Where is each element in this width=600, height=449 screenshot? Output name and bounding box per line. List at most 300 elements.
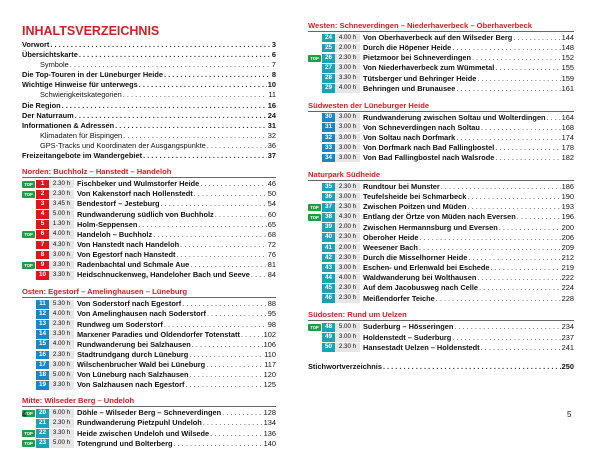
toc-entry-title: Schwierigkeitskategorien bbox=[40, 90, 122, 100]
top-badge bbox=[308, 114, 321, 121]
tour-entry[interactable] bbox=[308, 343, 574, 353]
top-badge bbox=[308, 275, 321, 282]
tour-entry[interactable] bbox=[22, 260, 276, 270]
tour-number: 44 bbox=[322, 274, 335, 283]
tour-entry[interactable] bbox=[308, 192, 574, 202]
tour-entry[interactable] bbox=[308, 333, 574, 343]
toc-entry-page: 6 bbox=[271, 50, 276, 60]
tour-number: 40 bbox=[322, 233, 335, 242]
tour-entry[interactable] bbox=[308, 273, 574, 283]
tour-title: Von Hanstedt nach Handeloh bbox=[77, 239, 180, 249]
top-badge bbox=[308, 75, 321, 82]
tour-entry[interactable] bbox=[22, 230, 276, 240]
toc-entry[interactable] bbox=[22, 50, 276, 60]
tour-title: Zwischen Poitzen und Müden bbox=[363, 202, 467, 212]
tour-page: 193 bbox=[561, 202, 574, 212]
tour-page: 155 bbox=[561, 63, 574, 73]
tour-entry[interactable] bbox=[308, 202, 574, 212]
page-number-left: 4 bbox=[22, 410, 27, 419]
leader-dots bbox=[477, 74, 560, 84]
leader-dots bbox=[477, 273, 560, 283]
tour-page: 125 bbox=[263, 380, 276, 390]
tour-number: 24 bbox=[322, 34, 335, 43]
tour-page: 120 bbox=[263, 370, 276, 380]
toc-entry-title: Vorwort bbox=[22, 40, 50, 49]
tour-number: 2 bbox=[36, 190, 49, 199]
tour-entry[interactable] bbox=[22, 189, 276, 199]
toc-entry[interactable] bbox=[22, 111, 276, 121]
leader-dots bbox=[452, 333, 560, 343]
tour-title: Von Dorfmark nach Bad Fallingbostel bbox=[363, 143, 495, 153]
leader-dots bbox=[123, 131, 267, 141]
tour-duration: 2.30 h bbox=[335, 284, 360, 293]
leader-dots bbox=[495, 63, 560, 73]
tour-title: Rundwanderung südlich von Buchholz bbox=[77, 209, 214, 219]
tour-duration: 4.30 h bbox=[49, 241, 74, 250]
toc-entry[interactable] bbox=[22, 151, 276, 161]
tour-duration: 2.30 h bbox=[49, 351, 74, 360]
toc-entry-title: Symbole bbox=[40, 60, 69, 70]
leader-dots bbox=[161, 199, 267, 209]
leader-dots bbox=[452, 43, 560, 53]
tour-title: Rundwanderung Pietzpuhl Undeloh bbox=[77, 418, 202, 428]
toc-entry-page: 32 bbox=[267, 130, 276, 140]
toc-entry-page: 10 bbox=[267, 80, 276, 90]
tour-duration: 3.00 h bbox=[335, 264, 360, 273]
tour-number: 31 bbox=[322, 123, 335, 132]
tour-page: 140 bbox=[263, 438, 276, 448]
tour-number: 34 bbox=[322, 154, 335, 163]
tour-title: Marxener Paradies und Oldendorfer Totenstatt bbox=[77, 329, 240, 339]
toc-entry-title: Der Naturraum bbox=[22, 110, 74, 120]
toc-entry-title: Die Region bbox=[22, 100, 61, 110]
tour-entry[interactable] bbox=[308, 322, 574, 332]
tour-entry[interactable] bbox=[308, 143, 574, 153]
leader-dots bbox=[456, 133, 560, 143]
top-badge bbox=[308, 85, 321, 92]
top-badge bbox=[308, 155, 321, 162]
tour-entry[interactable] bbox=[22, 380, 276, 390]
tour-duration: 2.00 h bbox=[335, 244, 360, 253]
top-badge bbox=[22, 372, 35, 379]
tour-duration: 2.00 h bbox=[335, 44, 360, 53]
region-section bbox=[308, 100, 574, 163]
region-section bbox=[308, 20, 574, 94]
tour-title: Von Schneverdingen nach Soltau bbox=[363, 122, 480, 132]
region-heading: Südwesten der Lüneburger Heide bbox=[308, 100, 574, 112]
leader-dots bbox=[215, 210, 267, 220]
tour-title: Behringen und Brunausee bbox=[363, 83, 456, 93]
tour-page: 95 bbox=[267, 309, 276, 319]
toc-entry[interactable] bbox=[22, 70, 276, 80]
page-title: INHALTSVERZEICHNIS bbox=[22, 24, 160, 38]
tour-entry[interactable] bbox=[308, 33, 574, 43]
tour-entry[interactable] bbox=[308, 253, 574, 263]
tour-page: 241 bbox=[561, 342, 574, 352]
tour-entry[interactable] bbox=[22, 299, 276, 309]
tour-entry[interactable] bbox=[308, 212, 574, 222]
leader-dots bbox=[467, 192, 560, 202]
tour-number: 6 bbox=[36, 230, 49, 239]
tour-number: 30 bbox=[322, 113, 335, 122]
tour-entry[interactable] bbox=[308, 113, 574, 123]
toc-entry[interactable] bbox=[22, 121, 276, 131]
tour-number: 45 bbox=[322, 284, 335, 293]
tour-number: 3 bbox=[36, 200, 49, 209]
tour-page: 186 bbox=[561, 182, 574, 192]
leader-dots bbox=[190, 370, 263, 380]
index-entry[interactable] bbox=[308, 362, 574, 372]
tour-entry[interactable] bbox=[22, 350, 276, 360]
toc-entry[interactable] bbox=[22, 80, 276, 90]
toc-entry[interactable] bbox=[22, 101, 276, 111]
tour-title: Totengrund und Bolterberg bbox=[77, 438, 173, 448]
tour-entry[interactable] bbox=[22, 418, 276, 428]
tour-page: 136 bbox=[263, 428, 276, 438]
tour-duration: 3.00 h bbox=[335, 333, 360, 342]
leader-dots bbox=[495, 143, 560, 153]
tour-number: 20 bbox=[36, 409, 49, 418]
top-badge bbox=[308, 144, 321, 151]
top-badge bbox=[308, 124, 321, 131]
toc-entry-page: 3 bbox=[271, 40, 276, 49]
toc-entry-page: 7 bbox=[271, 60, 276, 70]
tour-page: 102 bbox=[263, 329, 276, 339]
tour-duration: 2.30 h bbox=[335, 254, 360, 263]
tour-entry[interactable] bbox=[308, 53, 574, 63]
tour-duration: 2.30 h bbox=[335, 203, 360, 212]
tour-entry[interactable] bbox=[308, 243, 574, 253]
leader-dots bbox=[79, 50, 271, 60]
leader-dots bbox=[192, 340, 263, 350]
region-section bbox=[22, 286, 276, 390]
tour-entry[interactable] bbox=[308, 123, 574, 133]
tour-title: Meißendorfer Teiche bbox=[363, 293, 435, 303]
toc-entry[interactable] bbox=[22, 131, 276, 141]
leader-dots bbox=[547, 113, 561, 123]
tour-title: Von Oberhaverbeck auf den Wilseder Berg bbox=[363, 33, 513, 42]
tour-entry[interactable] bbox=[308, 233, 574, 243]
leader-dots bbox=[153, 230, 267, 240]
tour-entry[interactable] bbox=[22, 199, 276, 209]
tour-duration: 3.30 h bbox=[49, 271, 74, 280]
tour-page: 68 bbox=[267, 229, 276, 239]
leader-dots bbox=[241, 330, 263, 340]
top-badge: TOP bbox=[22, 262, 35, 269]
top-badge: TOP bbox=[22, 410, 35, 417]
leader-dots bbox=[207, 309, 267, 319]
tour-duration: 3.00 h bbox=[335, 193, 360, 202]
tour-entry[interactable] bbox=[308, 63, 574, 73]
tour-title: Pietzmoor bei Schneverdingen bbox=[363, 53, 472, 63]
tour-title: Oberoher Heide bbox=[363, 232, 419, 242]
leader-dots bbox=[491, 263, 561, 273]
region-heading: Naturpark Südheide bbox=[308, 169, 574, 181]
tour-title: Durch die Höpener Heide bbox=[363, 43, 452, 53]
tour-number: 19 bbox=[36, 381, 49, 390]
tour-page: 196 bbox=[561, 212, 574, 222]
tour-duration: 3.30 h bbox=[49, 429, 74, 438]
tour-entry[interactable] bbox=[308, 223, 574, 233]
tour-title: Bendestorf – Jesteburg bbox=[77, 199, 160, 209]
region-heading: Westen: Schneverdingen – Niederhaverbeck – Oberhaverbeck bbox=[308, 20, 574, 32]
tour-title: Von Bad Fallingbostel nach Walsrode bbox=[363, 153, 495, 163]
tour-page: 178 bbox=[561, 143, 574, 153]
top-badge bbox=[308, 65, 321, 72]
top-badge bbox=[22, 362, 35, 369]
leader-dots bbox=[176, 250, 266, 260]
tour-duration: 3.30 h bbox=[49, 261, 74, 270]
right-page bbox=[308, 0, 574, 372]
leader-dots bbox=[70, 60, 271, 70]
tour-number: 4 bbox=[36, 210, 49, 219]
top-badge: TOP bbox=[22, 231, 35, 238]
tour-duration: 5.00 h bbox=[49, 439, 74, 448]
leader-dots bbox=[481, 123, 561, 133]
region-heading: Osten: Egestorf – Amelinghausen – Lüneburg bbox=[22, 286, 276, 298]
page-number-right: 5 bbox=[567, 410, 572, 419]
top-badge bbox=[308, 34, 321, 41]
tour-entry[interactable] bbox=[22, 429, 276, 439]
tour-duration: 2.30 h bbox=[335, 183, 360, 192]
tour-page: 110 bbox=[264, 349, 276, 359]
top-badge bbox=[308, 344, 321, 351]
leader-dots bbox=[499, 223, 561, 233]
tour-title: Rundtour bei Munster bbox=[363, 182, 440, 192]
tour-entry[interactable] bbox=[22, 309, 276, 319]
tour-entry[interactable] bbox=[22, 220, 276, 230]
tour-duration: 2.30 h bbox=[335, 294, 360, 303]
tour-entry[interactable] bbox=[308, 74, 574, 84]
toc-entry-page: 37 bbox=[267, 151, 276, 161]
tour-number: 26 bbox=[322, 54, 335, 63]
tour-title: Eschen- und Erlenwald bei Eschede bbox=[363, 263, 490, 273]
tour-duration: 5.00 h bbox=[335, 323, 360, 332]
tour-number: 22 bbox=[36, 429, 49, 438]
tour-entry[interactable] bbox=[22, 240, 276, 250]
region-section bbox=[308, 309, 574, 352]
tour-duration: 5.30 h bbox=[49, 300, 74, 309]
tour-entry[interactable] bbox=[22, 360, 276, 370]
tour-entry[interactable] bbox=[22, 408, 276, 418]
tour-page: 206 bbox=[561, 232, 574, 242]
toc-entry[interactable] bbox=[22, 60, 276, 70]
leader-dots bbox=[472, 53, 561, 63]
toc-entry-page: 11 bbox=[268, 90, 276, 100]
toc-entry-title: Wichtige Hinweise für unterwegs bbox=[22, 80, 138, 90]
tour-entry[interactable] bbox=[308, 182, 574, 192]
top-badge: TOP bbox=[308, 55, 321, 62]
leader-dots bbox=[189, 350, 263, 360]
tour-duration: 3.00 h bbox=[335, 113, 360, 122]
tour-page: 224 bbox=[561, 283, 574, 293]
tour-page: 134 bbox=[263, 418, 276, 428]
tour-title: Waldwanderung bei Wolthausen bbox=[363, 273, 477, 283]
top-badge bbox=[22, 301, 35, 308]
tour-duration: 3.30 h bbox=[49, 330, 74, 339]
index-title: Stichwortverzeichnis bbox=[308, 361, 382, 371]
tour-title: Tütsberger und Behringer Heide bbox=[363, 73, 477, 83]
tour-number: 33 bbox=[322, 144, 335, 153]
tour-number: 42 bbox=[322, 254, 335, 263]
tour-duration: 2.30 h bbox=[49, 320, 74, 329]
tour-number: 17 bbox=[36, 361, 49, 370]
tour-title: Entlang der Örtze von Müden nach Eversen bbox=[363, 212, 516, 222]
tour-page: 190 bbox=[561, 192, 574, 202]
tour-entry[interactable] bbox=[22, 270, 276, 280]
tour-number: 10 bbox=[36, 271, 49, 280]
tour-entry[interactable] bbox=[22, 250, 276, 260]
tour-entry[interactable] bbox=[22, 320, 276, 330]
tour-title: Teufelsheide bei Schmarbeck bbox=[363, 192, 467, 202]
top-badge bbox=[308, 244, 321, 251]
tour-entry[interactable] bbox=[22, 210, 276, 220]
tour-entry[interactable] bbox=[22, 370, 276, 380]
top-badge bbox=[22, 382, 35, 389]
tour-number: 50 bbox=[322, 343, 335, 352]
tour-page: 117 bbox=[264, 360, 276, 370]
leader-dots bbox=[383, 362, 561, 372]
top-badge bbox=[308, 285, 321, 292]
tour-title: Suderburg – Hösseringen bbox=[363, 322, 454, 332]
tour-entry[interactable] bbox=[22, 330, 276, 340]
tour-duration: 4.00 h bbox=[335, 84, 360, 93]
leader-dots bbox=[481, 343, 561, 353]
top-badge bbox=[22, 201, 35, 208]
tour-page: 219 bbox=[561, 263, 574, 273]
top-badge bbox=[22, 252, 35, 259]
region-section bbox=[22, 395, 276, 448]
leader-dots bbox=[206, 360, 263, 370]
tour-number: 38 bbox=[322, 213, 335, 222]
toc-entry[interactable] bbox=[22, 90, 276, 100]
tour-duration: 5.00 h bbox=[49, 371, 74, 380]
tour-entry[interactable] bbox=[22, 179, 276, 189]
tour-entry[interactable] bbox=[308, 294, 574, 304]
tour-number: 23 bbox=[36, 439, 49, 448]
tour-page: 46 bbox=[267, 179, 276, 189]
tour-entry[interactable] bbox=[308, 133, 574, 143]
tour-number: 7 bbox=[36, 241, 49, 250]
tour-page: 159 bbox=[561, 73, 574, 83]
top-badge bbox=[22, 311, 35, 318]
regions-right bbox=[308, 20, 574, 353]
tour-number: 12 bbox=[36, 310, 49, 319]
top-badge bbox=[308, 134, 321, 141]
tour-number: 8 bbox=[36, 251, 49, 260]
tour-page: 50 bbox=[267, 189, 276, 199]
toc-entry-page: 8 bbox=[271, 70, 276, 80]
tour-title: Hansestadt Uelzen – Holdenstedt bbox=[363, 342, 480, 352]
tour-duration: 2.30 h bbox=[49, 419, 74, 428]
tour-duration: 3.45 h bbox=[49, 200, 74, 209]
tour-duration: 3.00 h bbox=[335, 134, 360, 143]
tour-entry[interactable] bbox=[308, 283, 574, 293]
tour-entry[interactable] bbox=[308, 153, 574, 163]
tour-duration: 3.30 h bbox=[49, 381, 74, 390]
tour-title: Von Amelinghausen nach Soderstorf bbox=[77, 309, 206, 319]
top-badge bbox=[308, 183, 321, 190]
tour-entry[interactable] bbox=[22, 439, 276, 449]
leader-dots bbox=[454, 322, 560, 332]
tour-title: Von Egestorf nach Hanstedt bbox=[77, 250, 176, 260]
leader-dots bbox=[479, 283, 561, 293]
tour-duration: 2.30 h bbox=[49, 190, 74, 199]
tour-title: Von Salzhausen nach Egestorf bbox=[77, 380, 185, 390]
toc-entry-title: GPS-Tracks und Koordinaten der Ausgangspunkte bbox=[40, 140, 206, 150]
tour-page: 128 bbox=[263, 408, 276, 418]
leader-dots bbox=[143, 151, 267, 161]
toc-entry[interactable] bbox=[22, 141, 276, 151]
leader-dots bbox=[495, 153, 560, 163]
tour-duration: 3.00 h bbox=[335, 123, 360, 132]
tour-number: 48 bbox=[322, 323, 335, 332]
tour-title: Holdenstedt – Suderburg bbox=[363, 332, 452, 342]
tour-title: Auf dem Jacobusweg nach Celle bbox=[363, 283, 478, 293]
top-badge bbox=[308, 334, 321, 341]
tour-title: Von Lüneburg nach Salzhausen bbox=[77, 370, 189, 380]
tour-number: 1 bbox=[36, 180, 49, 189]
leader-dots bbox=[115, 121, 267, 131]
tour-title: Radenbachtal und Schmale Aue bbox=[77, 260, 190, 270]
top-badge bbox=[22, 241, 35, 248]
tour-number: 41 bbox=[322, 244, 335, 253]
tour-entry[interactable] bbox=[22, 340, 276, 350]
top-badge bbox=[308, 254, 321, 261]
tour-title: Heide zwischen Undeloh und Wilsede bbox=[77, 428, 210, 438]
top-badge bbox=[22, 331, 35, 338]
tour-duration: 4.00 h bbox=[335, 274, 360, 283]
leader-dots bbox=[251, 270, 267, 280]
tour-page: 98 bbox=[267, 319, 276, 329]
toc-entry-title: Die Top-Touren in der Lüneburger Heide bbox=[22, 70, 163, 80]
tour-entry[interactable] bbox=[308, 84, 574, 94]
top-badge bbox=[22, 321, 35, 328]
tour-title: Zwischen Hermannsburg und Eversen bbox=[363, 222, 498, 232]
tour-page: 76 bbox=[267, 250, 276, 260]
tour-page: 237 bbox=[561, 332, 574, 342]
leader-dots bbox=[62, 101, 267, 111]
tour-title: Weesener Bach bbox=[363, 242, 418, 252]
tour-duration: 4.30 h bbox=[335, 213, 360, 222]
tour-entry[interactable] bbox=[308, 43, 574, 53]
leader-dots bbox=[513, 33, 560, 43]
leader-dots bbox=[467, 202, 560, 212]
tour-number: 25 bbox=[322, 44, 335, 53]
top-badge bbox=[22, 272, 35, 279]
top-badge bbox=[22, 211, 35, 218]
tour-number: 5 bbox=[36, 220, 49, 229]
tour-entry[interactable] bbox=[308, 263, 574, 273]
leader-dots bbox=[123, 90, 268, 100]
top-badge: TOP bbox=[308, 214, 321, 221]
top-badge: TOP bbox=[22, 430, 35, 437]
leader-dots bbox=[207, 141, 267, 151]
tour-title: Rundwanderung zwischen Soltau und Wolterdingen bbox=[363, 112, 546, 122]
toc-entry-page: 36 bbox=[267, 140, 276, 150]
tour-number: 28 bbox=[322, 74, 335, 83]
tour-page: 84 bbox=[267, 270, 276, 280]
toc-entry[interactable] bbox=[22, 40, 276, 50]
left-page bbox=[22, 0, 276, 449]
tour-number: 46 bbox=[322, 294, 335, 303]
leader-dots bbox=[419, 233, 560, 243]
tour-number: 36 bbox=[322, 193, 335, 202]
tour-duration: 6.00 h bbox=[49, 409, 74, 418]
tour-number: 13 bbox=[36, 320, 49, 329]
tour-duration: 4.00 h bbox=[49, 310, 74, 319]
tour-title: Von Soltau nach Dorfmark bbox=[363, 132, 456, 142]
